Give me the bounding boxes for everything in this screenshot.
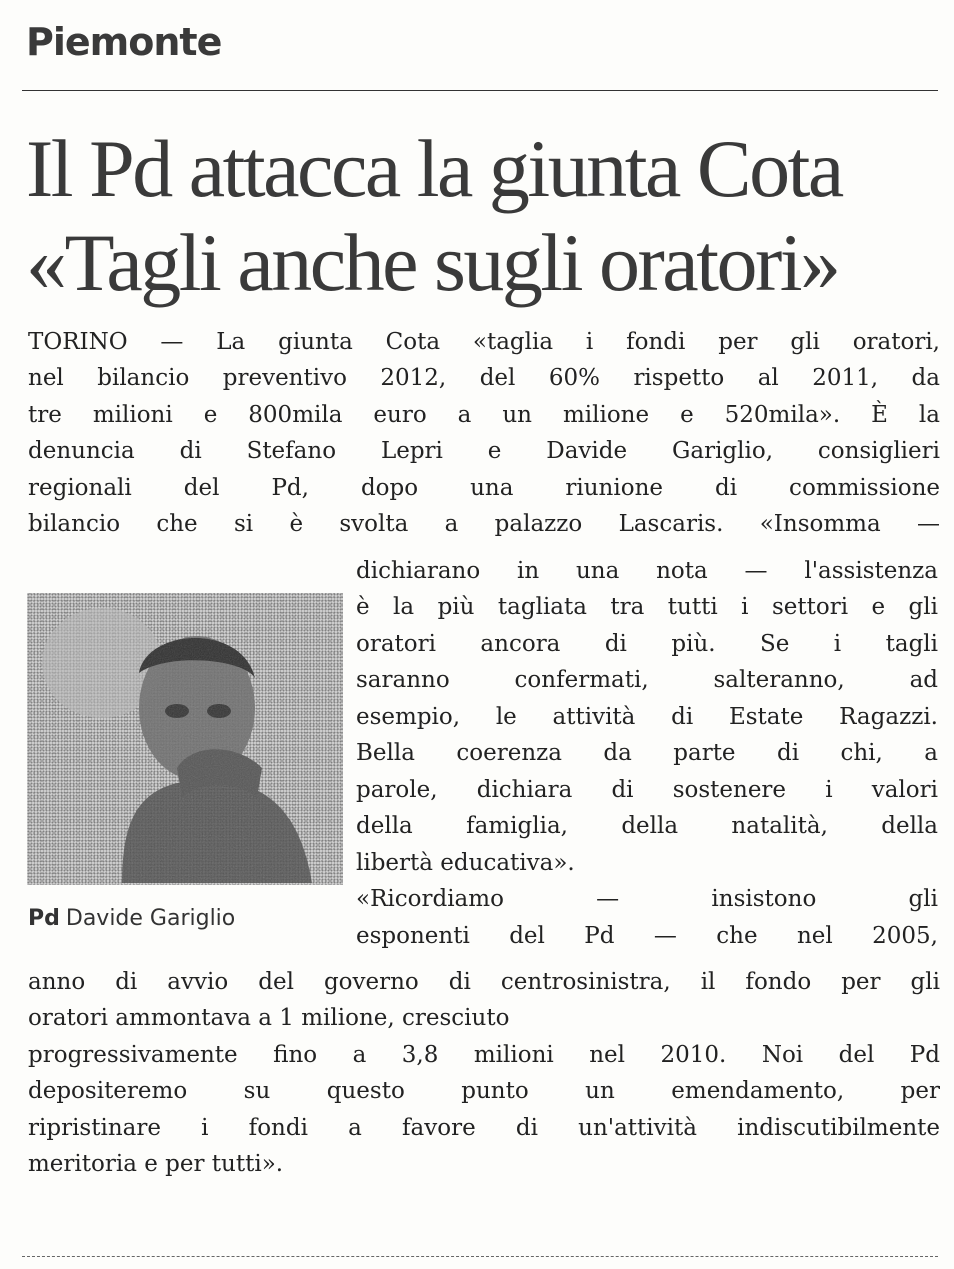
article-line: progressivamente fino a 3,8 milioni nel 2010. Noi del Pd [28,1042,940,1068]
footer-rule [22,1256,938,1257]
photo-caption [28,906,235,931]
header-rule [22,90,938,91]
caption-name: Davide Gariglio [65,906,236,931]
article-line: anno di avvio del governo di centrosinistra, il fondo per gli [28,969,940,995]
article-line: nel bilancio preventivo 2012, del 60% rispetto al 2011, da [28,365,940,391]
portrait-photo [27,593,343,885]
section-label: Piemonte [26,20,222,64]
article-line: della famiglia, della natalità, della [356,813,938,839]
headline-line-2: «Tagli anche sugli oratori» [26,217,839,308]
article-line: «Ricordiamo — insistono gli [356,886,938,912]
article-line: libertà educativa». [356,850,575,876]
article-line: bilancio che si è svolta a palazzo Lascaris. «Insomma — [28,511,940,537]
headline [26,122,936,310]
article-line: denuncia di Stefano Lepri e Davide Gariglio, consiglieri [28,438,940,464]
article-line: Bella coerenza da parte di chi, a [356,740,938,766]
portrait-silhouette [27,593,343,885]
article-line: oratori ancora di più. Se i tagli [356,631,938,657]
article-line: TORINO — La giunta Cota «taglia i fondi per gli oratori, [28,329,940,355]
article-line: esponenti del Pd — che nel 2005, [356,923,938,949]
article-line: è la più tagliata tra tutti i settori e gli [356,594,938,620]
headline-line-1: Il Pd attacca la giunta Cota [26,123,842,214]
article-line: saranno confermati, salteranno, ad [356,667,938,693]
article-line: meritoria e per tutti». [28,1151,284,1177]
article-line: tre milioni e 800mila euro a un milione e 520mila». È la [28,402,940,428]
article-line: depositeremo su questo punto un emendamento, per [28,1078,940,1104]
article-line: oratori ammontava a 1 milione, cresciuto [28,1005,510,1031]
caption-tag: Pd [28,906,60,931]
article-line: ripristinare i fondi a favore di un'attività indiscutibilmente [28,1115,940,1141]
article-line: regionali del Pd, dopo una riunione di commissione [28,475,940,501]
article-line: parole, dichiara di sostenere i valori [356,777,938,803]
article-line: esempio, le attività di Estate Ragazzi. [356,704,938,730]
article-line: dichiarano in una nota — l'assistenza [356,558,938,584]
